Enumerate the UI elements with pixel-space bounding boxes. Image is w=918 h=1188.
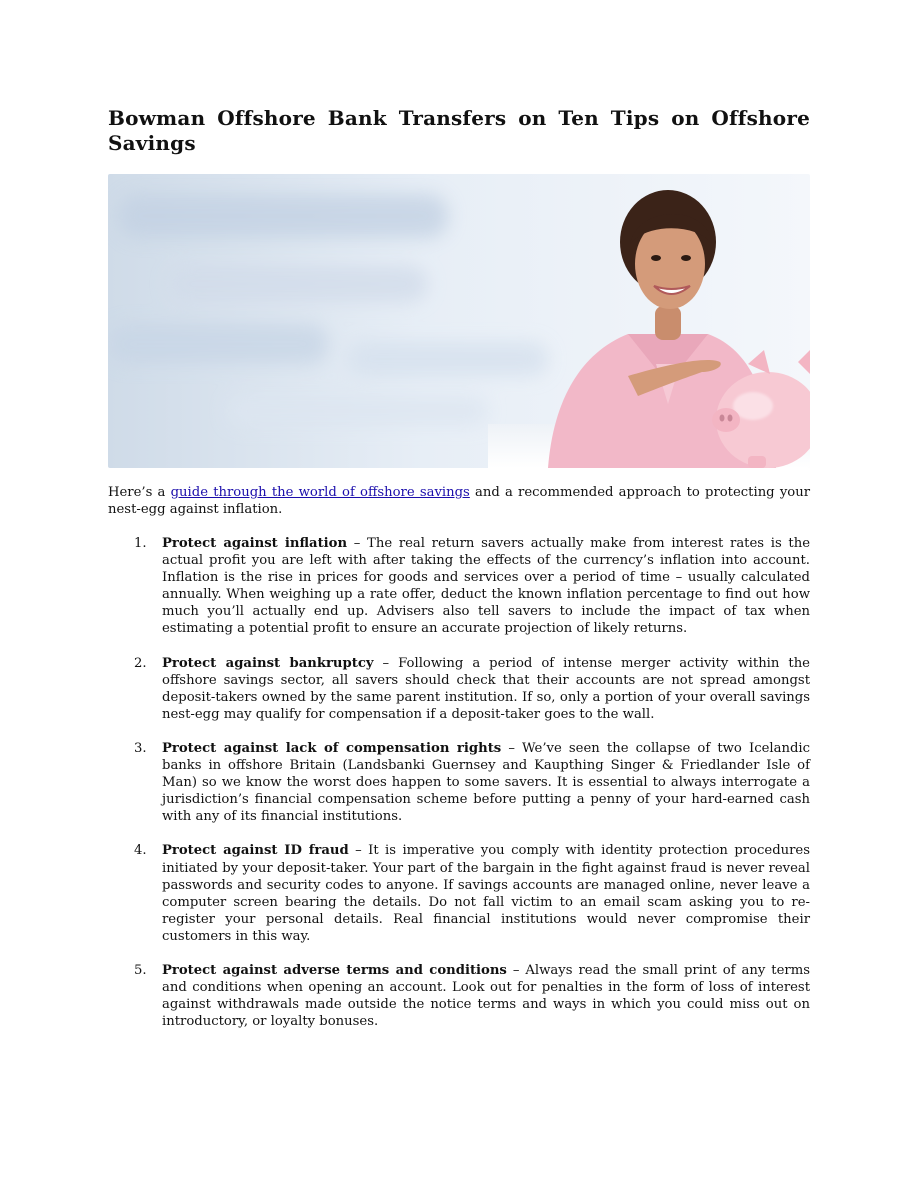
page-title: Bowman Offshore Bank Transfers on Ten Tips on Offshore Savings [108,106,810,155]
offshore-savings-guide-link[interactable]: guide through the world of offshore savings [170,485,470,500]
tip-body: – Following a period of intense merger activity within the offshore savings sector, all savers should check that their accounts are not spread amongst deposit-takers owned by the same parent institution. If so, only a portion of your overall savings nest-egg may qualify for compensation if a deposit-taker goes to the wall. [162,655,810,722]
tip-number: 2. [134,655,147,671]
tip-heading: Protect against adverse terms and conditions [162,962,507,978]
tip-heading: Protect against inflation [162,536,348,551]
tip-heading: Protect against ID fraud [162,843,349,859]
tip-number: 3. [134,740,147,756]
tip-item-id-fraud [108,842,810,945]
tip-body: – We’ve seen the collapse of two Icelandic banks in offshore Britain (Landsbanki Guernsey and Kaupthing Singer & Friedlander Isle of Man) so we know the worst does happen to some savers. It is essential to always interrogate a jurisdiction’s financial compensation scheme before putting a penny of your hard-earned cash with any of its financial institutions. [162,740,810,825]
tips-list [108,535,810,1047]
intro-paragraph [108,484,810,518]
tip-body: – The real return savers actually make from interest rates is the actual profit you are left with after taking the effects of the currency’s inflation into account. Inflation is the rise in prices for goods and services over a period of time – usually calculated annually. When weighing up a rate offer, deduct the known inflation percentage to find out how much you’ll actually end up. Advisers also tell savers to include the impact of tax when estimating a potential profit to ensure an accurate projection of likely returns. [162,536,810,637]
tip-item-bankruptcy [108,655,810,723]
tip-item-inflation [108,535,810,638]
tip-body: – It is imperative you comply with identity protection procedures initiated by your deposit-taker. Your part of the bargain in the fight against fraud is never reveal passwords and security codes to anyone. If savings accounts are managed online, never leave a computer screen bearing the details. Do not fall victim to an email scam asking you to re-register your personal details. Real financial institutions would never compromise their customers in this way. [162,843,811,944]
intro-prefix: Here’s a [108,485,171,500]
hero-image [108,174,810,468]
intro-suffix: and a recommended approach to protecting your nest-egg against inflation. [108,485,811,518]
tip-item-terms [108,962,810,1030]
tip-number: 4. [134,843,147,859]
tip-item-compensation [108,740,810,825]
tip-body: – Always read the small print of any terms and conditions when opening an account. Look out for penalties in the form of loss of interest against withdrawals made outside the notice terms and ways in which you could miss out on introductory, or loyalty bonuses. [162,962,810,1030]
tip-heading: Protect against bankruptcy [162,655,374,671]
tip-number: 1. [134,536,147,551]
tip-number: 5. [134,962,147,978]
tip-heading: Protect against lack of compensation rights [162,740,502,756]
